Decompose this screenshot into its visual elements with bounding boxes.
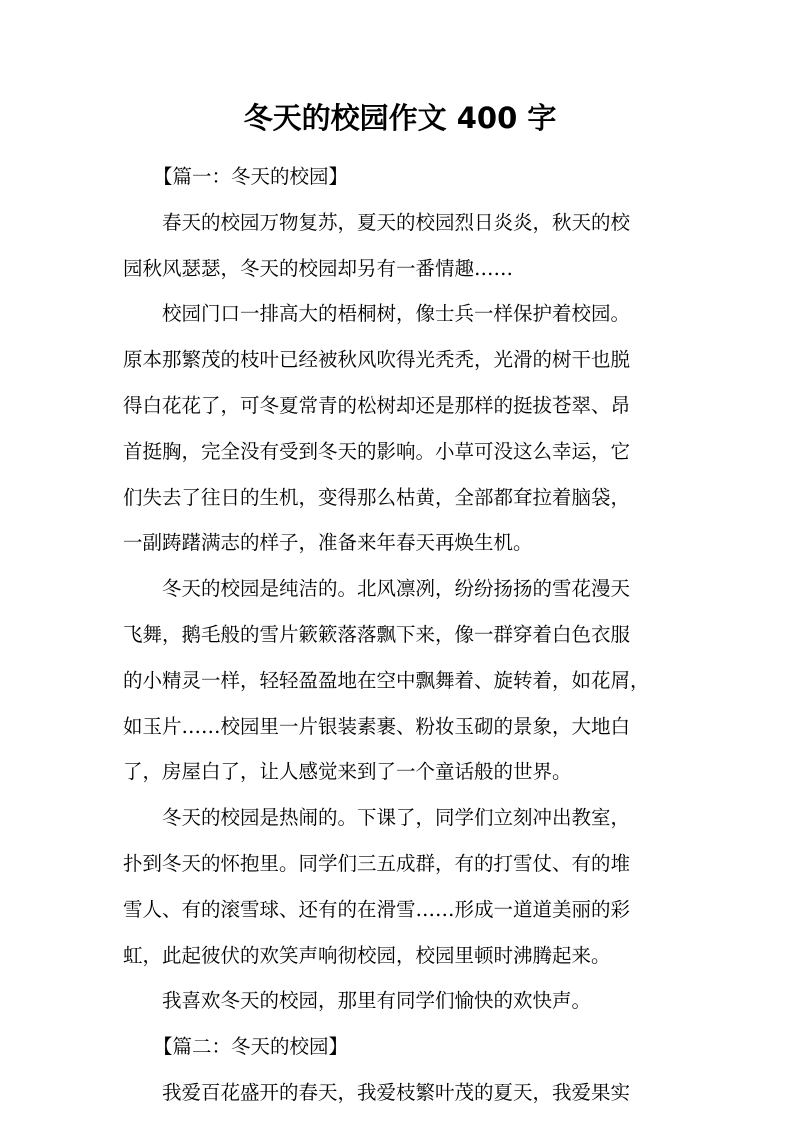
section-heading: 【篇一：冬天的校园】 [153,165,349,188]
text-line: 们失去了往日的生机，变得那么枯黄，全部都耷拉着脑袋， [123,485,631,509]
text-line: 扑到冬天的怀抱里。同学们三五成群，有的打雪仗、有的堆 [123,851,631,875]
text-line: 校园门口一排高大的梧桐树，像士兵一样保护着校园。 [162,302,631,326]
text-line: 春天的校园万物复苏，夏天的校园烈日炎炎，秋天的校 [162,210,631,234]
text-line: 冬天的校园是纯洁的。北风凛冽，纷纷扬扬的雪花漫天 [162,577,631,601]
text-line: 园秋风瑟瑟，冬天的校园却另有一番情趣…… [123,256,514,280]
text-line: 了，房屋白了，让人感觉来到了一个童话般的世界。 [123,760,572,784]
text-line: 如玉片……校园里一片银装素裹、粉妆玉砌的景象，大地白 [123,714,631,738]
document-title: 冬天的校园作文 400 字 [243,101,557,135]
text-line: 我爱百花盛开的春天，我爱枝繁叶茂的夏天，我爱果实 [162,1080,631,1104]
text-line: 虹，此起彼伏的欢笑声响彻校园，校园里顿时沸腾起来。 [123,943,611,967]
text-line: 原本那繁茂的枝叶已经被秋风吹得光秃秃，光滑的树干也脱 [123,348,631,372]
section-heading: 【篇二：冬天的校园】 [153,1035,349,1059]
text-line: 我喜欢冬天的校园，那里有同学们愉快的欢快声。 [162,989,592,1013]
text-line: 的小精灵一样，轻轻盈盈地在空中飘舞着、旋转着，如花屑， [123,668,650,692]
text-line: 冬天的校园是热闹的。下课了，同学们立刻冲出教室， [162,806,631,830]
text-line: 一副踌躇满志的样子，准备来年春天再焕生机。 [123,531,533,555]
text-line: 得白花花了，可冬夏常青的松树却还是那样的挺拔苍翠、昂 [123,393,631,417]
text-line: 飞舞，鹅毛般的雪片簌簌落落飘下来，像一群穿着白色衣服 [123,622,631,646]
document-body [123,154,679,1116]
text-line: 首挺胸，完全没有受到冬天的影响。小草可没这么幸运，它 [123,439,631,463]
text-line: 雪人、有的滚雪球、还有的在滑雪……形成一道道美丽的彩 [123,897,631,921]
